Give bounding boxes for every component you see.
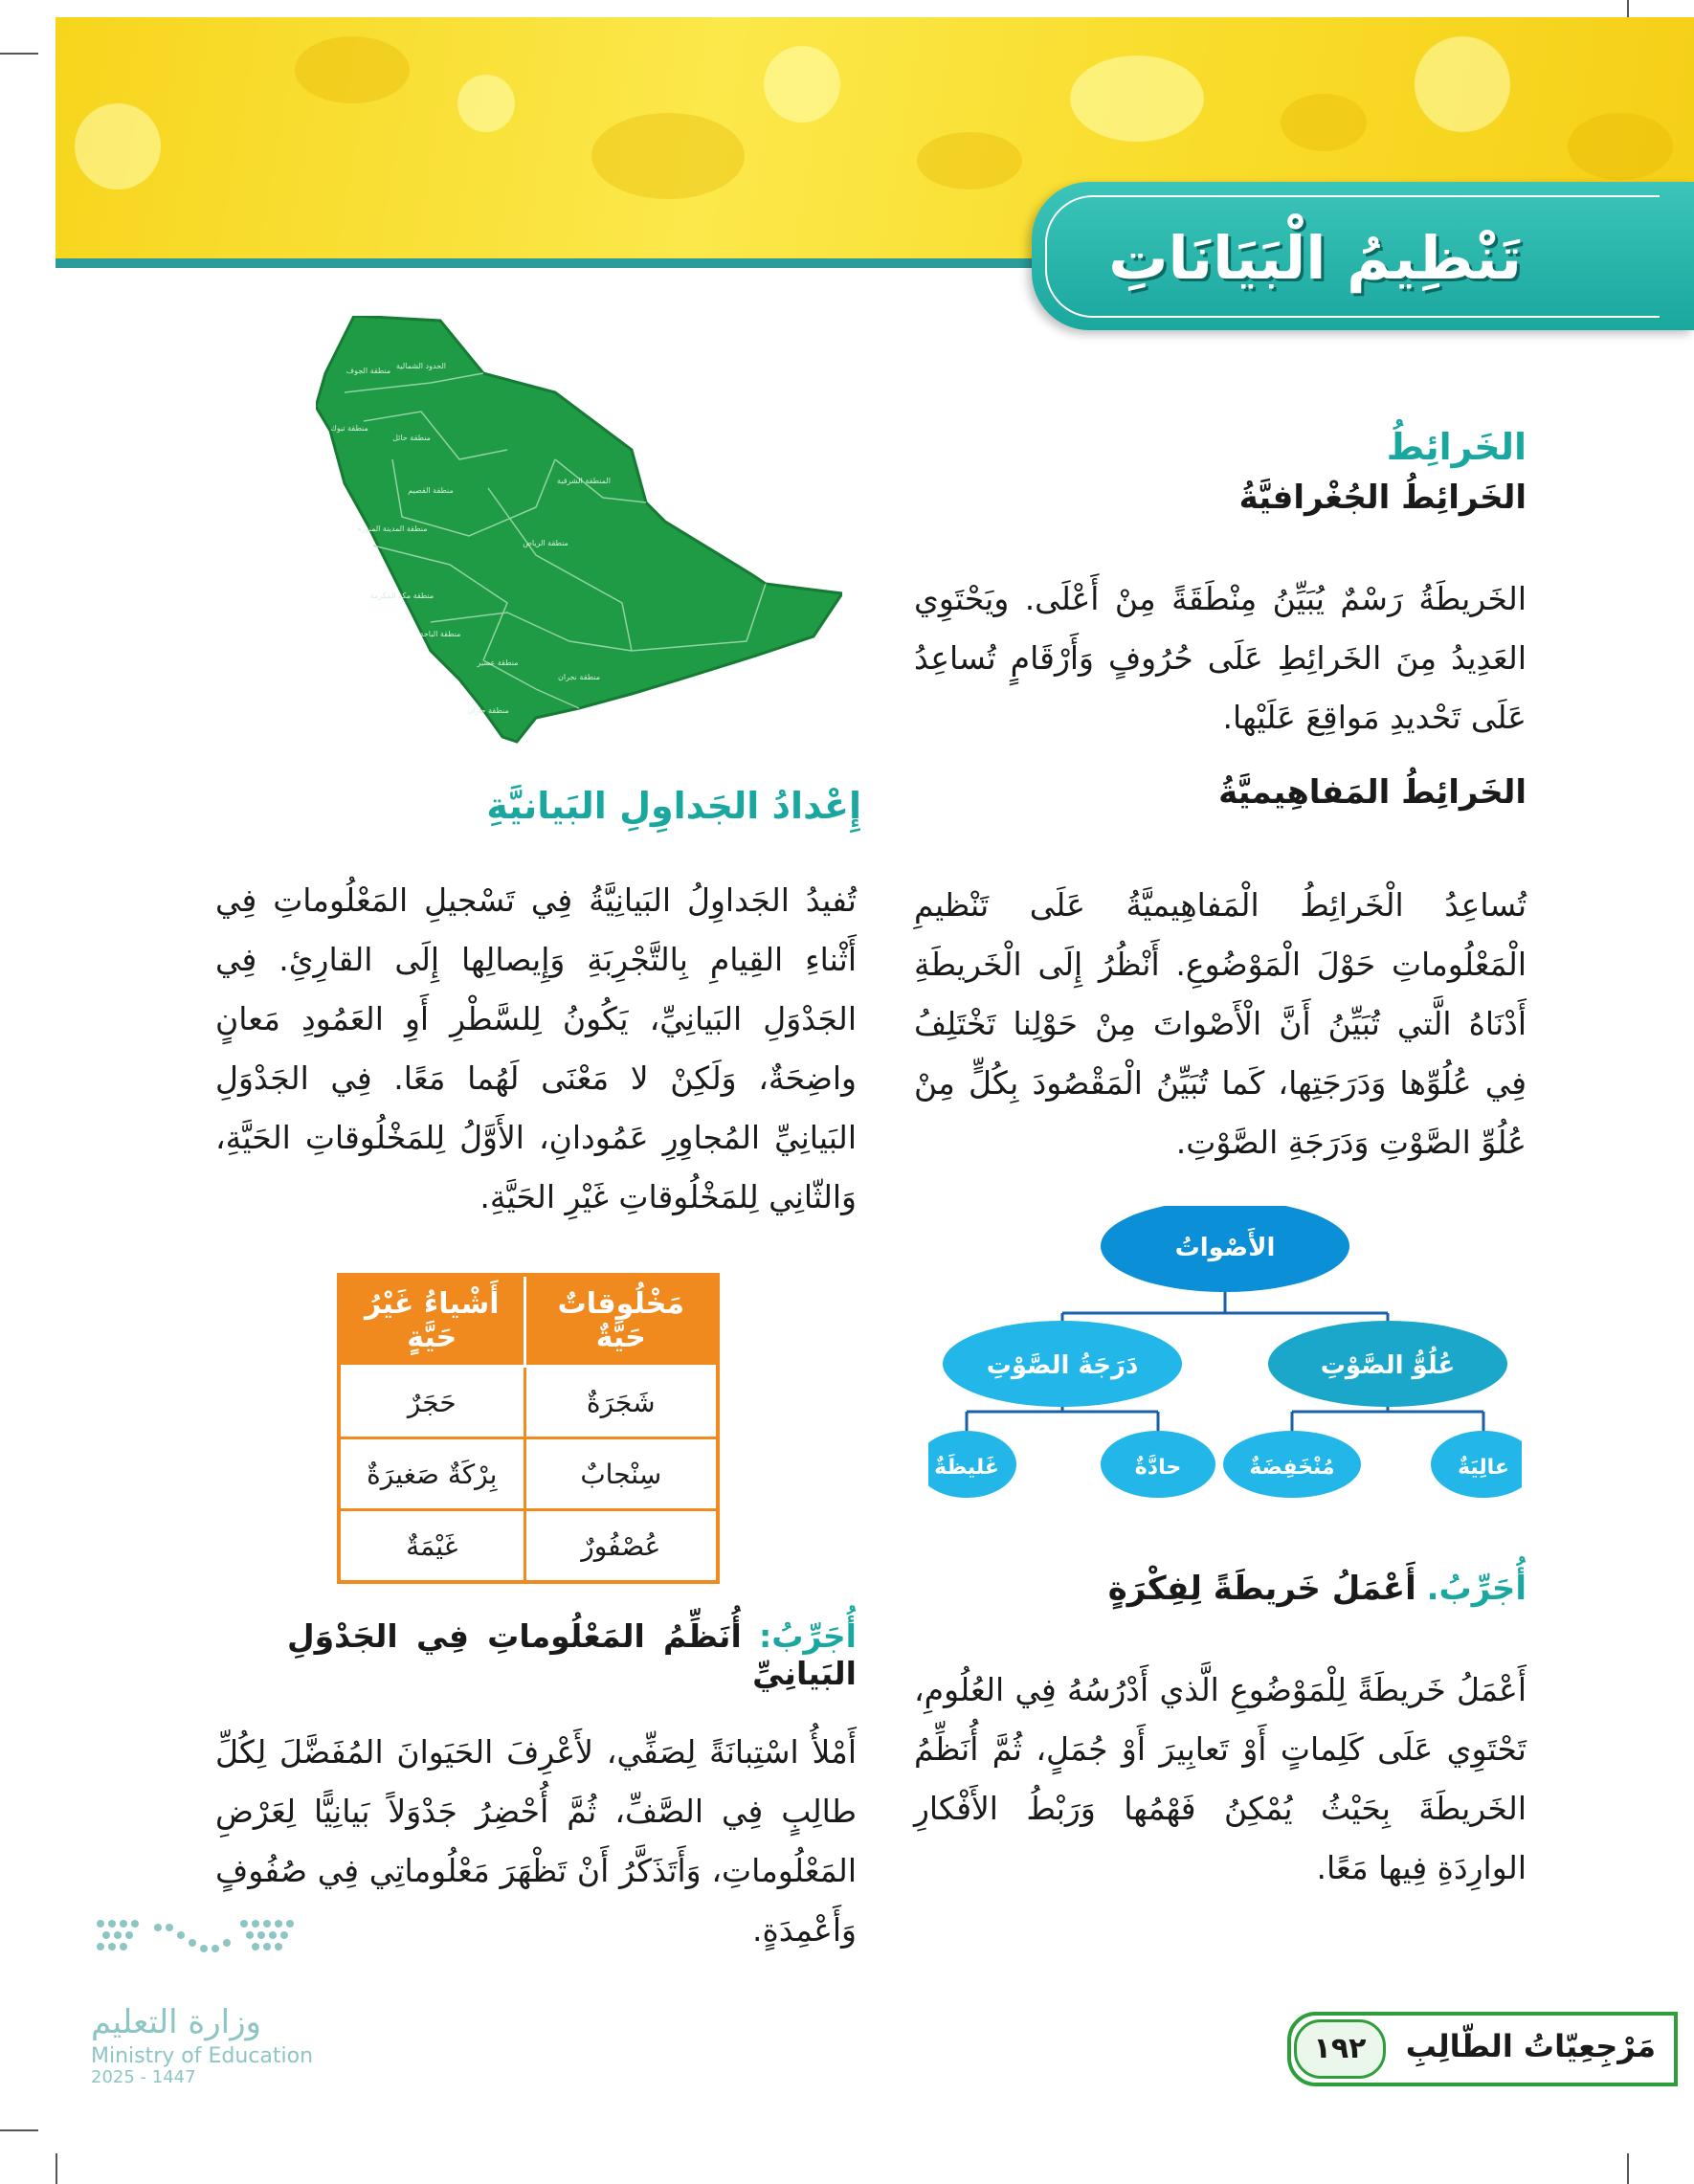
saudi-arabia-map — [316, 316, 842, 756]
concept-leaf-label: مُنْخَفِضَةٌ — [1249, 1456, 1335, 1480]
table-row — [339, 1438, 718, 1510]
footer-label: مَرْجِعِيّاتُ الطّالِبِ — [1405, 2028, 1656, 2064]
concept-leaf-label: غَليظَةٌ — [934, 1456, 999, 1480]
living-nonliving-table — [337, 1273, 720, 1584]
try-title: أُنَظِّمُ المَعْلُوماتِ فِي الجَدْوَلِ البَيانِيِّ — [287, 1617, 857, 1692]
map-region-label: منطقة حائل — [392, 434, 431, 442]
table-row — [339, 1367, 718, 1438]
try-organize-table — [287, 1617, 857, 1692]
concept-maps-heading: الخَرائِطُ المَفاهِيميَّةُ — [1218, 773, 1527, 812]
try-title: أَعْمَلُ خَريطَةً لِفِكْرَةٍ — [1107, 1570, 1416, 1608]
map-region-label: منطقة الباحة — [419, 630, 461, 638]
concept-branch-label: عُلُوُّ الصَّوْتِ — [1320, 1351, 1456, 1380]
crop-mark — [0, 53, 38, 55]
geo-maps-heading: الخَرائِطُ الجُغْرافيَّةُ — [1238, 479, 1527, 517]
crop-mark — [56, 2153, 57, 2184]
map-region-label: منطقة المدينة المنورة — [357, 524, 428, 533]
map-region-label: منطقة نجران — [557, 673, 601, 681]
table-row — [339, 1510, 718, 1583]
geo-maps-paragraph: الخَريطَةُ رَسْمٌ يُبَيِّنُ مِنْطَقَةً مِنْ أَعْلَى. ويَحْتَوِي العَدِيدُ مِنَ الخَرائِطِ عَلَى حُرُوفٍ وَأَرْقَامٍ تُساعِدُ عَلَى تَحْديدِ مَواقِعَ عَلَيْها. — [914, 580, 1527, 736]
table-header-living: مَخْلُوقاتٌ حَيَّةٌ — [524, 1275, 718, 1367]
ministry-name-arabic: وزارة التعليم — [91, 2003, 261, 2041]
header-underline — [56, 258, 1108, 268]
table-cell: عُصْفُورٌ — [524, 1510, 718, 1583]
map-region-label: الحدود الشمالية — [396, 362, 446, 370]
table-cell: سِنْجابٌ — [524, 1438, 718, 1510]
concept-leaf-label: حادَّةٌ — [1134, 1456, 1182, 1480]
ministry-name-english: Ministry of Education — [91, 2044, 314, 2068]
table-cell: بِرْكَةٌ صَغيرَةٌ — [339, 1438, 524, 1510]
map-region-label: منطقة الرياض — [523, 539, 568, 547]
concept-maps-paragraph: تُساعِدُ الْخَرائِطُ الْمَفاهِيميَّةُ عَلَى تَنْظيمِ الْمَعْلُوماتِ حَوْلَ الْمَوْضُوعِ. أَنْظُرُ إِلَى الْخَريطَةِ أَدْنَاهُ الَّتي تُبَيِّنُ أَنَّ الْأَصْواتَ مِنْ حَوْلِنا تَخْتَلِفُ فِي عُلُوِّها وَدَرَجَتِها، كَما تُبَيِّنُ الْمَقْصُودَ بِكُلٍّ مِنْ عُلُوِّ الصَّوْتِ وَدَرَجَةِ الصَّوْتِ. — [914, 886, 1527, 1161]
map-region-label: منطقة جازان — [467, 706, 509, 715]
section-title-maps: الخَرائِطُ — [1386, 426, 1527, 468]
map-region-label: منطقة الجوف — [345, 367, 391, 375]
table-cell: حَجَرٌ — [339, 1367, 524, 1438]
concept-branch-label: دَرَجَةُ الصَّوْتِ — [986, 1351, 1139, 1380]
map-region-label: منطقة مكة المكرمة — [369, 591, 435, 600]
map-region-label: المنطقة الشرقية — [557, 477, 611, 485]
try-make-map — [1091, 1570, 1527, 1627]
map-region-label: منطقة القصيم — [408, 486, 454, 495]
tables-paragraph: تُفيدُ الجَداوِلُ البَيانِيَّةُ فِي تَسْجيلِ المَعْلُوماتِ فِي أَثْناءِ القِيامِ بِالتَّجْرِبَةِ وَإِيصالِها إِلَى القارِئِ. فِي الجَدْوَلِ البَيانِيِّ، يَكُونُ لِلسَّطْرِ أَوِ العَمُودِ مَعانٍ واضِحَةٌ، وَلَكِنْ لا مَعْنَى لَهُما مَعًا. فِي الجَدْوَلِ البَيانِيِّ المُجاوِرِ عَمُودانِ، الأَوَّلُ لِلمَخْلُوقاتِ الحَيَّةِ، وَالثّانِي لِلمَخْلُوقاتِ غَيْرِ الحَيَّةِ. — [215, 881, 857, 1215]
concept-root-label: الأَصْواتُ — [1174, 1234, 1276, 1262]
table-cell: شَجَرَةٌ — [524, 1367, 718, 1438]
section-title-tables: إِعْدادُ الجَداوِلِ البَيانيَّةِ — [486, 785, 861, 827]
page-number: ١٩٢ — [1294, 2019, 1386, 2079]
crop-mark — [0, 2129, 38, 2131]
try-organize-paragraph: أَمْلأُ اسْتِبانَةً لِصَفِّي، لأَعْرِفَ الحَيَوانَ المُفَضَّلَ لِكُلِّ طالِبٍ فِي الصَّفِّ، ثُمَّ أُحْضِرُ جَدْوَلاً بَيانِيًّا لِعَرْضِ المَعْلُوماتِ، وَأَتَذَكَّرُ أَنْ تَظْهَرَ مَعْلُوماتِي فِي صُفُوفٍ وَأَعْمِدَةٍ. — [215, 1733, 857, 1949]
ministry-logo-icon — [91, 1914, 311, 2000]
ministry-year: 2025 - 1447 — [91, 2067, 196, 2087]
sound-concept-map — [928, 1206, 1522, 1522]
concept-leaf-label: عالِيَةٌ — [1458, 1456, 1509, 1480]
table-header-nonliving: أَشْياءُ غَيْرُ حَيَّةٍ — [339, 1275, 524, 1367]
page-title: تَنْظِيمُ الْبَيَانَاتِ — [1108, 223, 1522, 293]
table-cell: غَيْمَةٌ — [339, 1510, 524, 1583]
try-label: أُجَرِّبُ: — [759, 1617, 857, 1655]
try-make-map-paragraph: أَعْمَلُ خَريطَةً لِلْمَوْضُوعِ الَّذي أَدْرُسُهُ فِي العُلُومِ، تَحْتَوِي عَلَى كَلِماتٍ أَوْ تَعابِيرَ أَوْ جُمَلٍ، ثُمَّ أُنَظِّمُ الخَريطَةَ بِحَيْثُ يُمْكِنُ فَهْمُها وَرَبْطُ الأَفْكارِ الوارِدَةِ فِيها مَعًا. — [914, 1671, 1527, 1886]
map-region-label: منطقة عسير — [477, 658, 519, 667]
try-label: أُجَرِّبُ. — [1426, 1570, 1527, 1608]
map-region-label: منطقة تبوك — [330, 424, 368, 433]
table-header-row — [339, 1275, 718, 1367]
crop-mark — [1627, 2153, 1629, 2184]
